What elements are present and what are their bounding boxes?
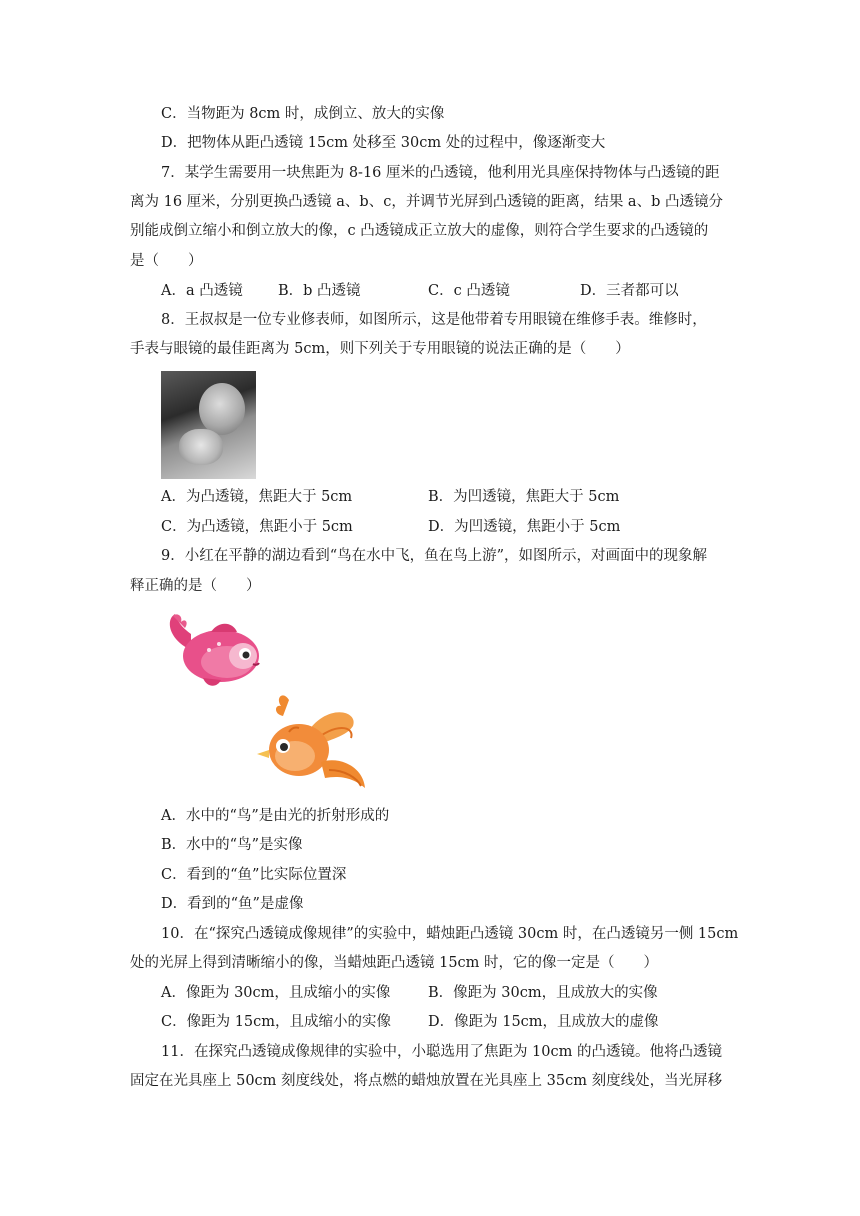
q9-option-b: B．水中的“鸟”是实像 bbox=[161, 837, 303, 853]
q9-stem-line2: 释正确的是（ ） bbox=[130, 578, 261, 594]
q8-stem-line1: 8．王叔叔是一位专业修表师，如图所示，这是他带着专用眼镜在维修手表。维修时， bbox=[161, 312, 707, 328]
q11-stem-line1: 11．在探究凸透镜成像规律的实验中，小聪选用了焦距为 10cm 的凸透镜。他将凸透镜 bbox=[161, 1044, 722, 1060]
q10-option-d: D．像距为 15cm，且成放大的虚像 bbox=[428, 1014, 659, 1030]
q8-option-b: B．为凹透镜，焦距大于 5cm bbox=[428, 489, 620, 505]
orange-bird-illustration bbox=[255, 692, 370, 792]
q7-option-b: B．b 凸透镜 bbox=[278, 283, 361, 299]
q7-stem-line1: 7．某学生需要用一块焦距为 8-16 厘米的凸透镜，他利用光具座保持物体与凸透镜的距 bbox=[161, 165, 720, 181]
q10-stem-line2: 处的光屏上得到清晰缩小的像，当蜡烛距凸透镜 15cm 时，它的像一定是（ ） bbox=[130, 955, 659, 971]
q10-option-c: C．像距为 15cm，且成缩小的实像 bbox=[161, 1014, 392, 1030]
q6-option-d: D．把物体从距凸透镜 15cm 处移至 30cm 处的过程中，像逐渐变大 bbox=[161, 135, 606, 151]
q10-option-b: B．像距为 30cm，且成放大的实像 bbox=[428, 985, 658, 1001]
q9-stem-line1: 9．小红在平静的湖边看到“鸟在水中飞，鱼在鸟上游”，如图所示，对画面中的现象解 bbox=[161, 548, 708, 564]
watchmaker-hands bbox=[179, 429, 223, 465]
q9-option-c: C．看到的“鱼”比实际位置深 bbox=[161, 867, 347, 883]
q7-option-d: D．三者都可以 bbox=[580, 283, 679, 299]
watchmaker-photo bbox=[161, 371, 256, 479]
watchmaker-face bbox=[199, 383, 245, 435]
q11-stem-line2: 固定在光具座上 50cm 刻度线处，将点燃的蜡烛放置在光具座上 35cm 刻度线处，当光屏移 bbox=[130, 1073, 723, 1089]
q8-option-d: D．为凹透镜，焦距小于 5cm bbox=[428, 519, 621, 535]
q7-stem-line3: 别能成倒立缩小和倒立放大的像，c 凸透镜成正立放大的虚像，则符合学生要求的凸透镜的 bbox=[130, 223, 709, 239]
q10-stem-line1: 10．在“探究凸透镜成像规律”的实验中，蜡烛距凸透镜 30cm 时，在凸透镜另一侧 15cm bbox=[161, 926, 739, 942]
q7-stem-line2: 离为 16 厘米，分别更换凸透镜 a、b、c，并调节光屏到凸透镜的距离，结果 a、b 凸透镜分 bbox=[130, 194, 723, 210]
q8-stem-line2: 手表与眼镜的最佳距离为 5cm，则下列关于专用眼镜的说法正确的是（ ） bbox=[130, 341, 630, 357]
pink-fish-illustration bbox=[163, 610, 263, 690]
q7-stem-line4: 是（ ） bbox=[130, 253, 203, 269]
q9-option-d: D．看到的“鱼”是虚像 bbox=[161, 896, 304, 912]
q9-option-a: A．水中的“鸟”是由光的折射形成的 bbox=[161, 808, 390, 824]
q8-option-c: C．为凸透镜，焦距小于 5cm bbox=[161, 519, 353, 535]
q10-option-a: A．像距为 30cm，且成缩小的实像 bbox=[161, 985, 391, 1001]
q8-option-a: A．为凸透镜，焦距大于 5cm bbox=[161, 489, 353, 505]
q7-option-c: C．c 凸透镜 bbox=[428, 283, 510, 299]
q6-option-c: C．当物距为 8cm 时，成倒立、放大的实像 bbox=[161, 106, 445, 122]
q7-option-a: A．a 凸透镜 bbox=[161, 283, 243, 299]
